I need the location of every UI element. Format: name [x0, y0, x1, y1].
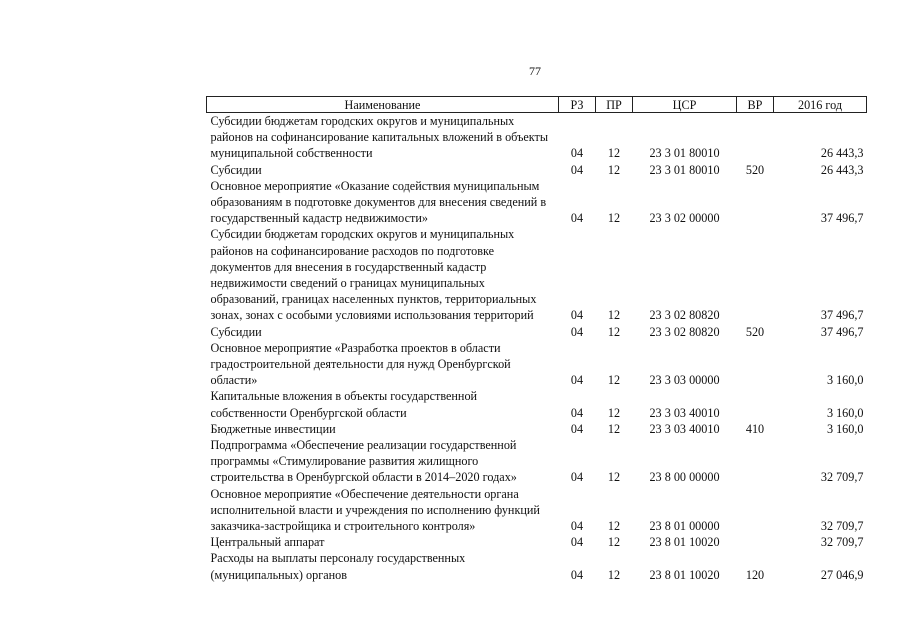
row-vr: [737, 534, 774, 550]
row-name: Субсидии бюджетам городских округов и муниципальных районов на софинансирование капитальных вложений в объекты муниципальной собственности: [210, 114, 549, 161]
row-csr: 23 8 01 10020: [649, 567, 720, 582]
table-row: [207, 162, 867, 178]
row-pr: 12: [607, 324, 621, 339]
table-row: [207, 550, 867, 582]
row-pr: 12: [607, 162, 621, 177]
row-rz: 04: [570, 535, 584, 550]
table-row: [207, 113, 867, 162]
row-vr: [737, 226, 774, 323]
row-rz: 04: [570, 162, 584, 177]
row-csr: 23 8 01 00000: [649, 519, 720, 534]
row-amount: 3 160,0: [826, 405, 864, 420]
table-row: [207, 178, 867, 227]
page-number: 77: [529, 64, 541, 78]
row-csr: 23 3 02 80820: [649, 324, 720, 339]
header-row: [207, 97, 867, 113]
row-csr: 23 3 03 40010: [649, 405, 720, 420]
row-pr: 12: [607, 421, 621, 436]
row-rz: 04: [570, 470, 584, 485]
row-csr: 23 3 03 40010: [649, 421, 720, 436]
row-pr: 12: [607, 567, 621, 582]
header-csr: ЦСР: [633, 97, 737, 113]
row-amount: 26 443,3: [820, 146, 864, 161]
row-csr: 23 3 03 00000: [649, 373, 720, 388]
table-row: [207, 534, 867, 550]
row-rz: 04: [570, 519, 584, 534]
row-pr: 12: [607, 470, 621, 485]
row-vr: [737, 340, 774, 389]
header-vr: ВР: [737, 97, 774, 113]
budget-table: [206, 96, 867, 583]
row-csr: 23 3 01 80010: [649, 146, 720, 161]
row-name: Основное мероприятие «Обеспечение деятельности органа исполнительной власти и учреждения по исполнению функций заказчика-застройщика и строительного контроля»: [210, 486, 540, 534]
row-pr: 12: [607, 519, 621, 534]
row-vr: [737, 486, 774, 535]
row-amount: 26 443,3: [820, 162, 864, 177]
row-vr: [737, 388, 774, 420]
row-pr: 12: [607, 308, 621, 323]
row-amount: 32 709,7: [820, 519, 864, 534]
row-vr: 520: [745, 324, 765, 339]
row-amount: 37 496,7: [820, 211, 864, 226]
table-row: [207, 388, 867, 420]
row-rz: 04: [570, 405, 584, 420]
row-amount: 32 709,7: [820, 535, 864, 550]
row-vr: 120: [745, 567, 765, 582]
row-name: Расходы на выплаты персоналу государственных (муниципальных) органов: [210, 551, 466, 582]
header-year: 2016 год: [774, 97, 867, 113]
row-pr: 12: [607, 146, 621, 161]
row-name: Субсидии: [210, 324, 262, 339]
row-vr: [737, 437, 774, 486]
row-csr: 23 3 02 00000: [649, 211, 720, 226]
row-amount: 3 160,0: [826, 373, 864, 388]
row-name: Капитальные вложения в объекты государственной собственности Оренбургской области: [210, 389, 478, 420]
table-row: [207, 340, 867, 389]
table-body: [207, 113, 867, 583]
row-name: Основное мероприятие «Разработка проектов в области градостроительной деятельности для нужд Оренбургской области»: [210, 340, 511, 388]
row-vr: 520: [745, 162, 765, 177]
row-rz: 04: [570, 373, 584, 388]
row-vr: [737, 113, 774, 162]
row-name: Подпрограмма «Обеспечение реализации государственной программы «Стимулирование развития жилищного строительства в Оренбургской области в 2014–2020 годах»: [210, 438, 517, 485]
row-name: Основное мероприятие «Оказание содействия муниципальным образованиям в подготовке документов для внесения сведений в государственный кадастр недвижимости»: [210, 178, 547, 226]
row-name: Бюджетные инвестиции: [210, 421, 336, 436]
row-rz: 04: [570, 324, 584, 339]
table-header: [207, 97, 867, 113]
header-pr: ПР: [596, 97, 633, 113]
row-amount: 32 709,7: [820, 470, 864, 485]
row-rz: 04: [570, 421, 584, 436]
row-amount: 3 160,0: [826, 421, 864, 436]
row-pr: 12: [607, 405, 621, 420]
row-pr: 12: [607, 211, 621, 226]
row-name: Центральный аппарат: [210, 535, 325, 550]
table-row: [207, 421, 867, 437]
row-rz: 04: [570, 308, 584, 323]
row-csr: 23 8 01 10020: [649, 535, 720, 550]
row-pr: 12: [607, 373, 621, 388]
row-csr: 23 3 01 80010: [649, 162, 720, 177]
row-vr: 410: [745, 421, 765, 436]
row-csr: 23 8 00 00000: [649, 470, 720, 485]
row-amount: 27 046,9: [820, 567, 864, 582]
row-amount: 37 496,7: [820, 308, 864, 323]
row-vr: [737, 178, 774, 227]
table-row: [207, 324, 867, 340]
table-row: [207, 437, 867, 486]
table-row: [207, 226, 867, 323]
row-name: Субсидии: [210, 162, 262, 177]
row-rz: 04: [570, 211, 584, 226]
header-rz: РЗ: [559, 97, 596, 113]
row-name: Субсидии бюджетам городских округов и муниципальных районов на софинансирование расходов по подготовке документов для внесения в государственный кадастр недвижимости сведений о границах муниципальных образований, границах населенных пунктов, территориальных зонах, зонах с особыми условиями использования территорий: [210, 227, 537, 323]
row-csr: 23 3 02 80820: [649, 308, 720, 323]
row-pr: 12: [607, 535, 621, 550]
row-rz: 04: [570, 567, 584, 582]
row-amount: 37 496,7: [820, 324, 864, 339]
table-row: [207, 486, 867, 535]
row-rz: 04: [570, 146, 584, 161]
header-name: Наименование: [207, 97, 559, 113]
